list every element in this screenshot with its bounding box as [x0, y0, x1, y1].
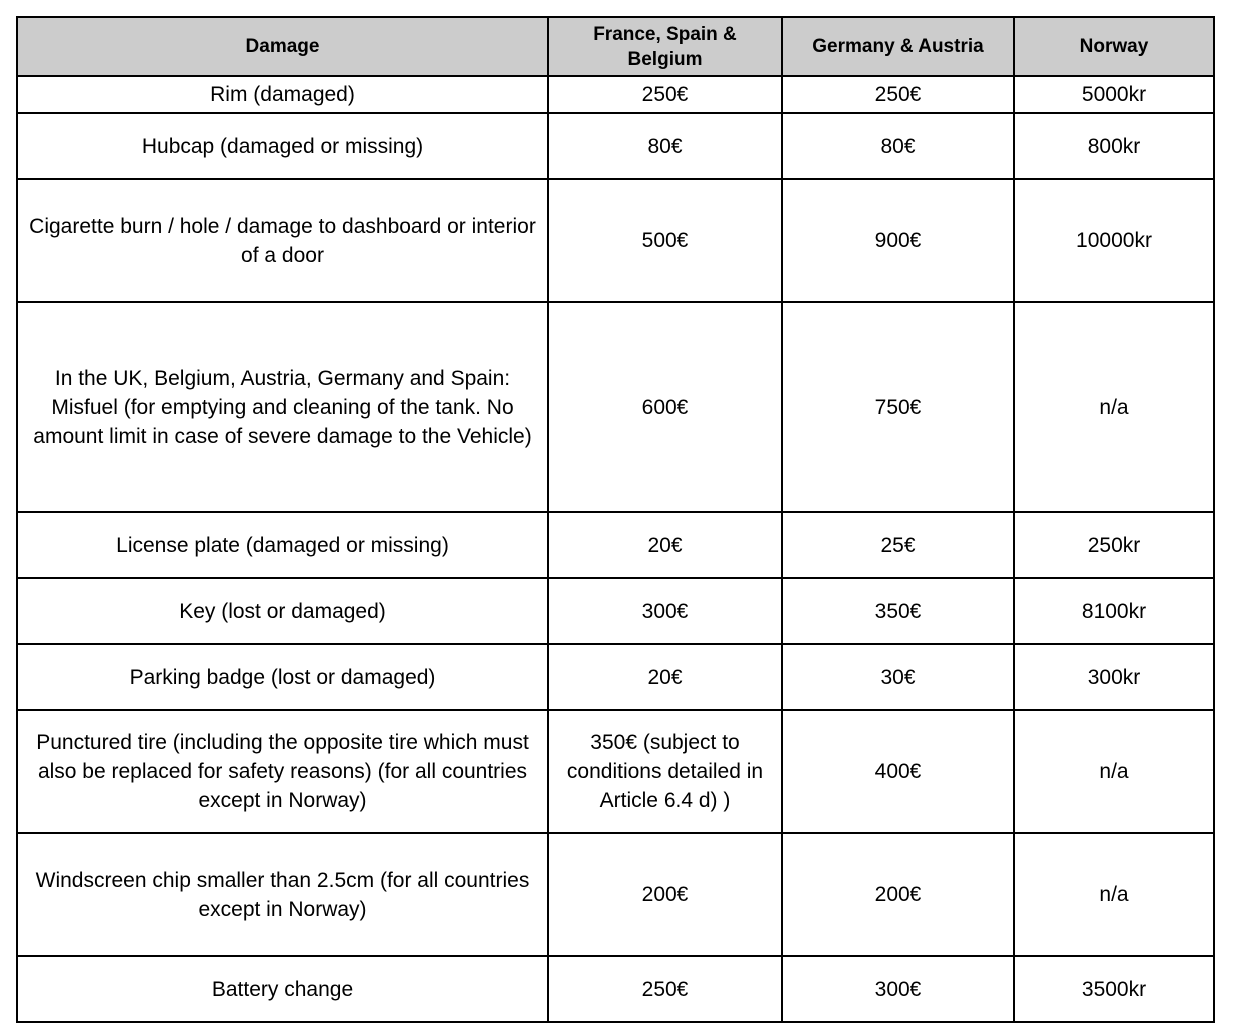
- cell-germany-austria: 200€: [782, 833, 1014, 956]
- cell-damage: Rim (damaged): [17, 76, 548, 113]
- cell-france-spain-belgium: 20€: [548, 512, 782, 578]
- cell-germany-austria: 30€: [782, 644, 1014, 710]
- cell-norway: n/a: [1014, 833, 1214, 956]
- cell-france-spain-belgium: 250€: [548, 76, 782, 113]
- cell-norway: n/a: [1014, 710, 1214, 833]
- cell-germany-austria: 350€: [782, 578, 1014, 644]
- cell-france-spain-belgium: 200€: [548, 833, 782, 956]
- cell-france-spain-belgium: 300€: [548, 578, 782, 644]
- cell-france-spain-belgium: 350€ (subject to conditions detailed in Article 6.4 d) ): [548, 710, 782, 833]
- cell-germany-austria: 80€: [782, 113, 1014, 179]
- cell-germany-austria: 400€: [782, 710, 1014, 833]
- cell-norway: 8100kr: [1014, 578, 1214, 644]
- cell-norway: 10000kr: [1014, 179, 1214, 302]
- cell-norway: 300kr: [1014, 644, 1214, 710]
- cell-damage: Cigarette burn / hole / damage to dashboard or interior of a door: [17, 179, 548, 302]
- cell-germany-austria: 250€: [782, 76, 1014, 113]
- cell-germany-austria: 25€: [782, 512, 1014, 578]
- cell-germany-austria: 900€: [782, 179, 1014, 302]
- table-row: [17, 710, 1214, 833]
- cell-damage: Key (lost or damaged): [17, 578, 548, 644]
- cell-france-spain-belgium: 250€: [548, 956, 782, 1022]
- cell-germany-austria: 300€: [782, 956, 1014, 1022]
- table-row: [17, 113, 1214, 179]
- cell-norway: n/a: [1014, 302, 1214, 512]
- cell-damage: In the UK, Belgium, Austria, Germany and Spain: Misfuel (for emptying and cleaning of the tank. No amount limit in case of severe damage to the Vehicle): [17, 302, 548, 512]
- cell-norway: 3500kr: [1014, 956, 1214, 1022]
- header-germany-austria: Germany & Austria: [782, 17, 1014, 76]
- cell-damage: Hubcap (damaged or missing): [17, 113, 548, 179]
- table-row: [17, 644, 1214, 710]
- table-row: [17, 578, 1214, 644]
- damage-fee-table: [16, 16, 1215, 1023]
- cell-france-spain-belgium: 600€: [548, 302, 782, 512]
- cell-france-spain-belgium: 20€: [548, 644, 782, 710]
- header-row: [17, 17, 1214, 76]
- table-row: [17, 956, 1214, 1022]
- table-row: [17, 179, 1214, 302]
- header-damage: Damage: [17, 17, 548, 76]
- table-row: [17, 302, 1214, 512]
- cell-norway: 5000kr: [1014, 76, 1214, 113]
- cell-france-spain-belgium: 80€: [548, 113, 782, 179]
- header-norway: Norway: [1014, 17, 1214, 76]
- table-row: [17, 76, 1214, 113]
- cell-damage: Windscreen chip smaller than 2.5cm (for all countries except in Norway): [17, 833, 548, 956]
- cell-damage: Punctured tire (including the opposite tire which must also be replaced for safety reasons) (for all countries except in Norway): [17, 710, 548, 833]
- table-row: [17, 512, 1214, 578]
- cell-norway: 800kr: [1014, 113, 1214, 179]
- cell-damage: Parking badge (lost or damaged): [17, 644, 548, 710]
- cell-damage: License plate (damaged or missing): [17, 512, 548, 578]
- cell-france-spain-belgium: 500€: [548, 179, 782, 302]
- cell-germany-austria: 750€: [782, 302, 1014, 512]
- cell-norway: 250kr: [1014, 512, 1214, 578]
- header-france-spain-belgium: France, Spain & Belgium: [548, 17, 782, 76]
- cell-damage: Battery change: [17, 956, 548, 1022]
- table-row: [17, 833, 1214, 956]
